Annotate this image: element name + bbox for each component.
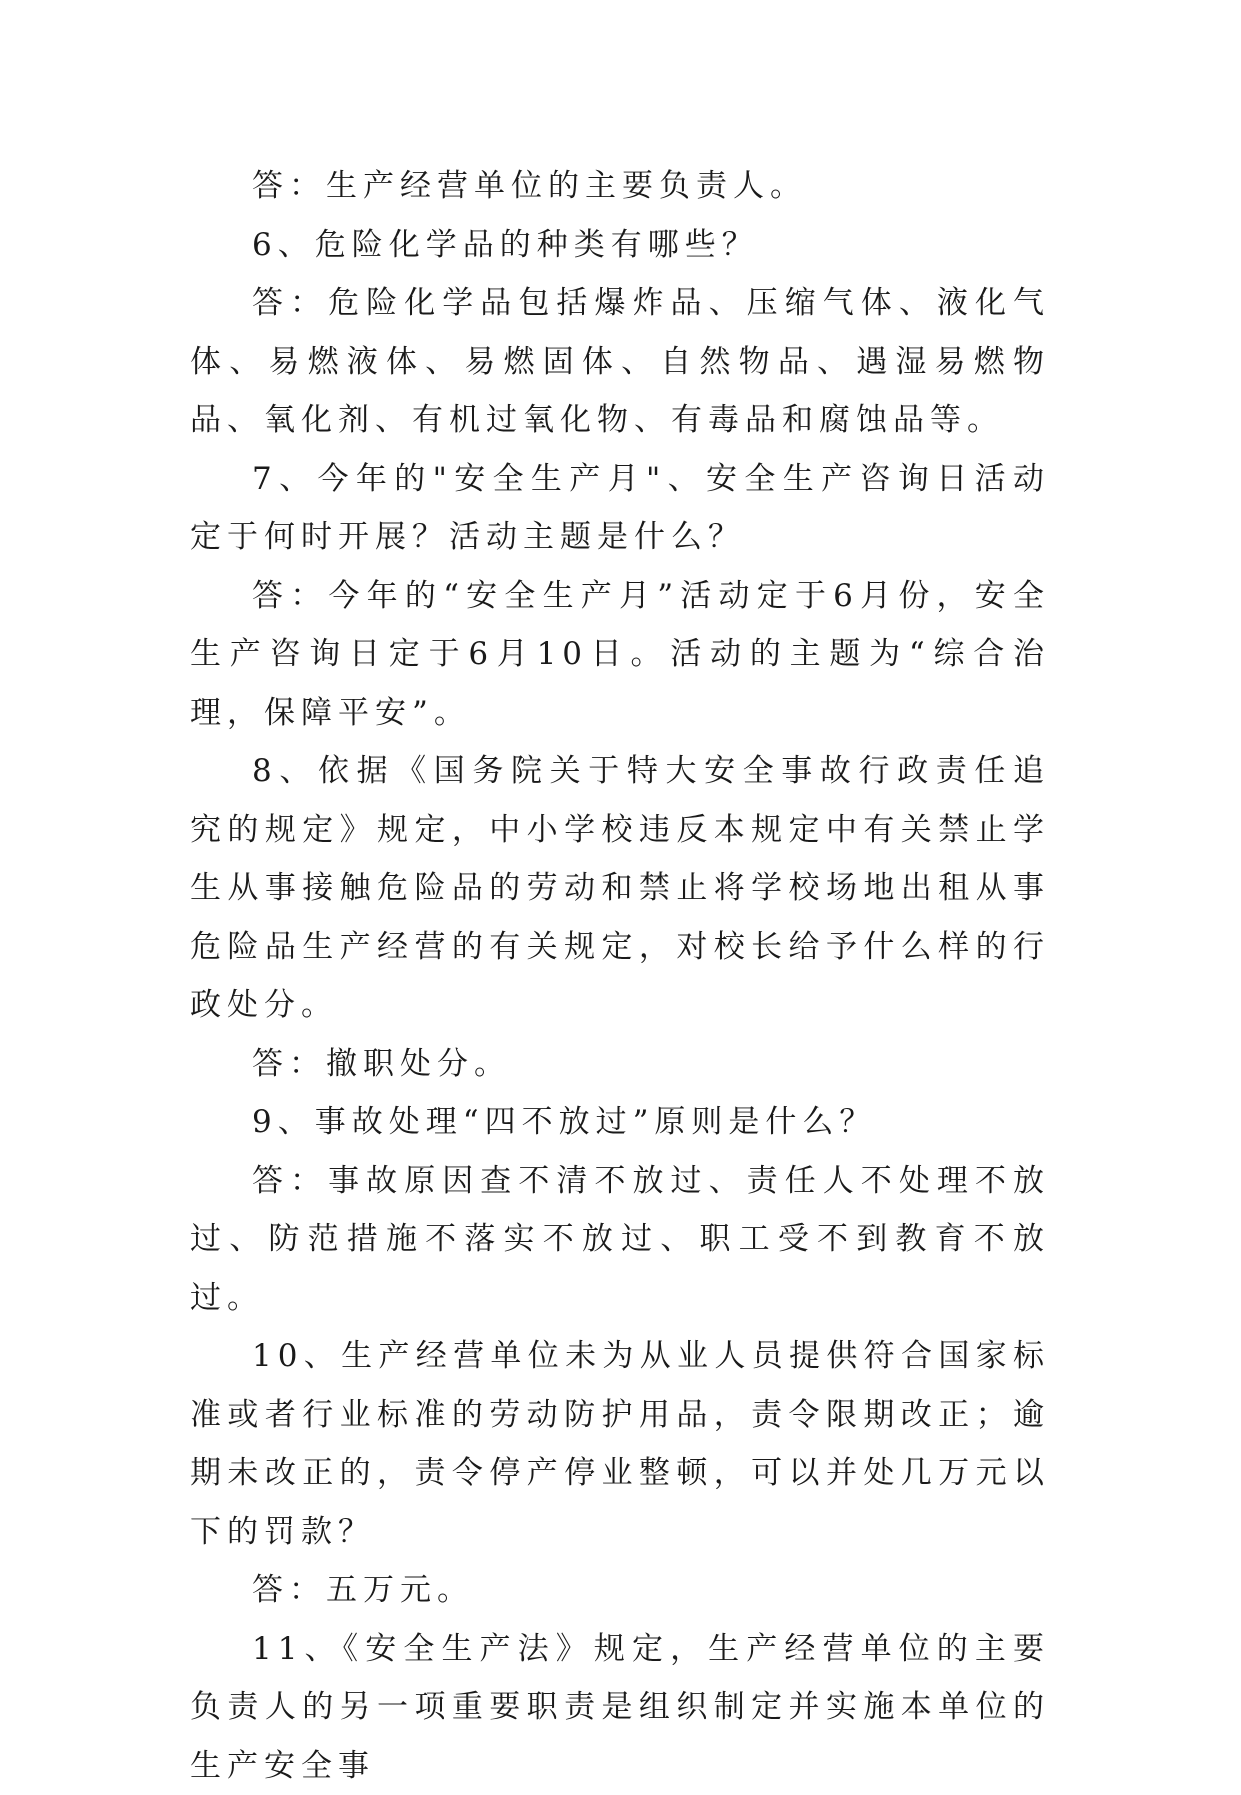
answer-paragraph: 答：今年的“安全生产月”活动定于6月份，安全生产咨询日定于6月10日。活动的主题为“综合治理，保障平安”。	[190, 567, 1050, 743]
answer-paragraph: 答：危险化学品包括爆炸品、压缩气体、液化气体、易燃液体、易燃固体、自然物品、遇湿易燃物品、氧化剂、有机过氧化物、有毒品和腐蚀品等。	[190, 274, 1050, 450]
answer-paragraph: 答：生产经营单位的主要负责人。	[190, 157, 1050, 216]
question-paragraph: 10、生产经营单位未为从业人员提供符合国家标准或者行业标准的劳动防护用品，责令限期改正；逾期未改正的，责令停产停业整顿，可以并处几万元以下的罚款？	[190, 1327, 1050, 1561]
question-paragraph: 8、依据《国务院关于特大安全事故行政责任追究的规定》规定，中小学校违反本规定中有关禁止学生从事接触危险品的劳动和禁止将学校场地出租从事危险品生产经营的有关规定，对校长给予什么样的行政处分。	[190, 742, 1050, 1035]
document-body	[190, 157, 1050, 1795]
question-paragraph: 11、《安全生产法》规定，生产经营单位的主要负责人的另一项重要职责是组织制定并实施本单位的生产安全事	[190, 1620, 1050, 1795]
question-paragraph: 9、事故处理“四不放过”原则是什么？	[190, 1093, 1050, 1152]
answer-paragraph: 答：事故原因查不清不放过、责任人不处理不放过、防范措施不落实不放过、职工受不到教育不放过。	[190, 1152, 1050, 1328]
question-paragraph: 7、今年的"安全生产月"、安全生产咨询日活动定于何时开展？活动主题是什么？	[190, 450, 1050, 567]
answer-paragraph: 答：撤职处分。	[190, 1035, 1050, 1094]
question-paragraph: 6、危险化学品的种类有哪些？	[190, 216, 1050, 275]
answer-paragraph: 答：五万元。	[190, 1561, 1050, 1620]
